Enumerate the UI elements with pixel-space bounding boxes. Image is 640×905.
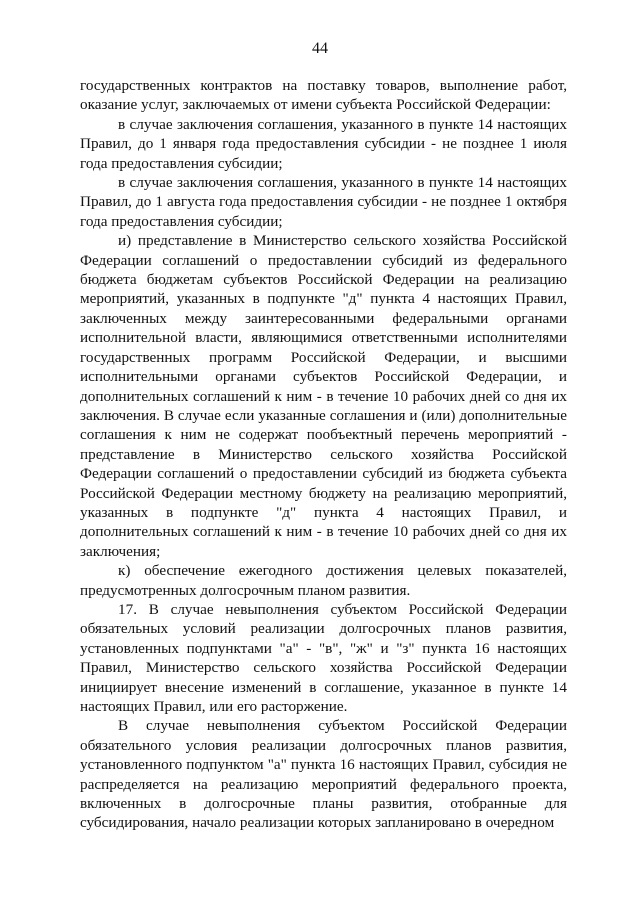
paragraph-august-case: в случае заключения соглашения, указанного в пункте 14 настоящих Правил, до 1 августа года предоставления субсидии - не позднее 1 октября года предоставления субсидии; [80,174,567,230]
body-text [80,76,567,833]
page-number: 44 [312,40,328,57]
paragraph-clause-17-continued: В случае невыполнения субъектом Российской Федерации обязательного условия реализации долгосрочных планов развития, установленного подпунктом "а" пункта 16 настоящих Правил, субсидия не распределяется на реализацию мероприятий федерального проекта, включенных в долгосрочные планы развития, отобранные для субсидирования, начало реализации которых запланировано в очередном [80,717,567,832]
paragraph-continuation: государственных контрактов на поставку товаров, выполнение работ, оказание услуг, заключаемых от имени субъекта Российской Федерации: [80,77,567,114]
paragraph-january-case: в случае заключения соглашения, указанного в пункте 14 настоящих Правил, до 1 января года предоставления субсидии - не позднее 1 июля года предоставления субсидии; [80,115,567,172]
paragraph-clause-17: 17. В случае невыполнения субъектом Российской Федерации обязательных условий реализации долгосрочных планов развития, установленных подпунктами "а" - "в", "ж" и "з" пункта 16 настоящих Правил, Министерство сельского хозяйства Российской Федерации инициирует внесение изменений в соглашение, указанное в пункте 14 настоящих Правил, или его расторжение. [80,600,567,715]
paragraph-item-k: к) обеспечение ежегодного достижения целевых показателей, предусмотренных долгосрочным планом развития. [80,562,567,599]
paragraph-item-i: и) представление в Министерство сельского хозяйства Российской Федерации соглашений о предоставлении субсидий из федерального бюджета бюджетам субъектов Российской Федерации на реализацию мероприятий, указанных в подпункте "д" пункта 4 настоящих Правил, заключенных между заинтересованными федеральными органами исполнительной власти, являющимися ответственными исполнителями государственных программ Российской Федерации, и высшими исполнительными органами субъектов Российской Федерации, и дополнительных соглашений к ним - в течение 10 рабочих дней со дня их заключения. В случае если указанные соглашения и (или) дополнительные соглашения к ним не содержат пообъектный перечень мероприятий - представление в Министерство сельского хозяйства Российской Федерации соглашений о предоставлении субсидий из бюджета субъекта Российской Федерации местному бюджету на реализацию мероприятий, указанных в подпункте "д" пункта 4 настоящих Правил, и дополнительных соглашений к ним - в течение 10 рабочих дней со дня их заключения; [80,232,567,560]
